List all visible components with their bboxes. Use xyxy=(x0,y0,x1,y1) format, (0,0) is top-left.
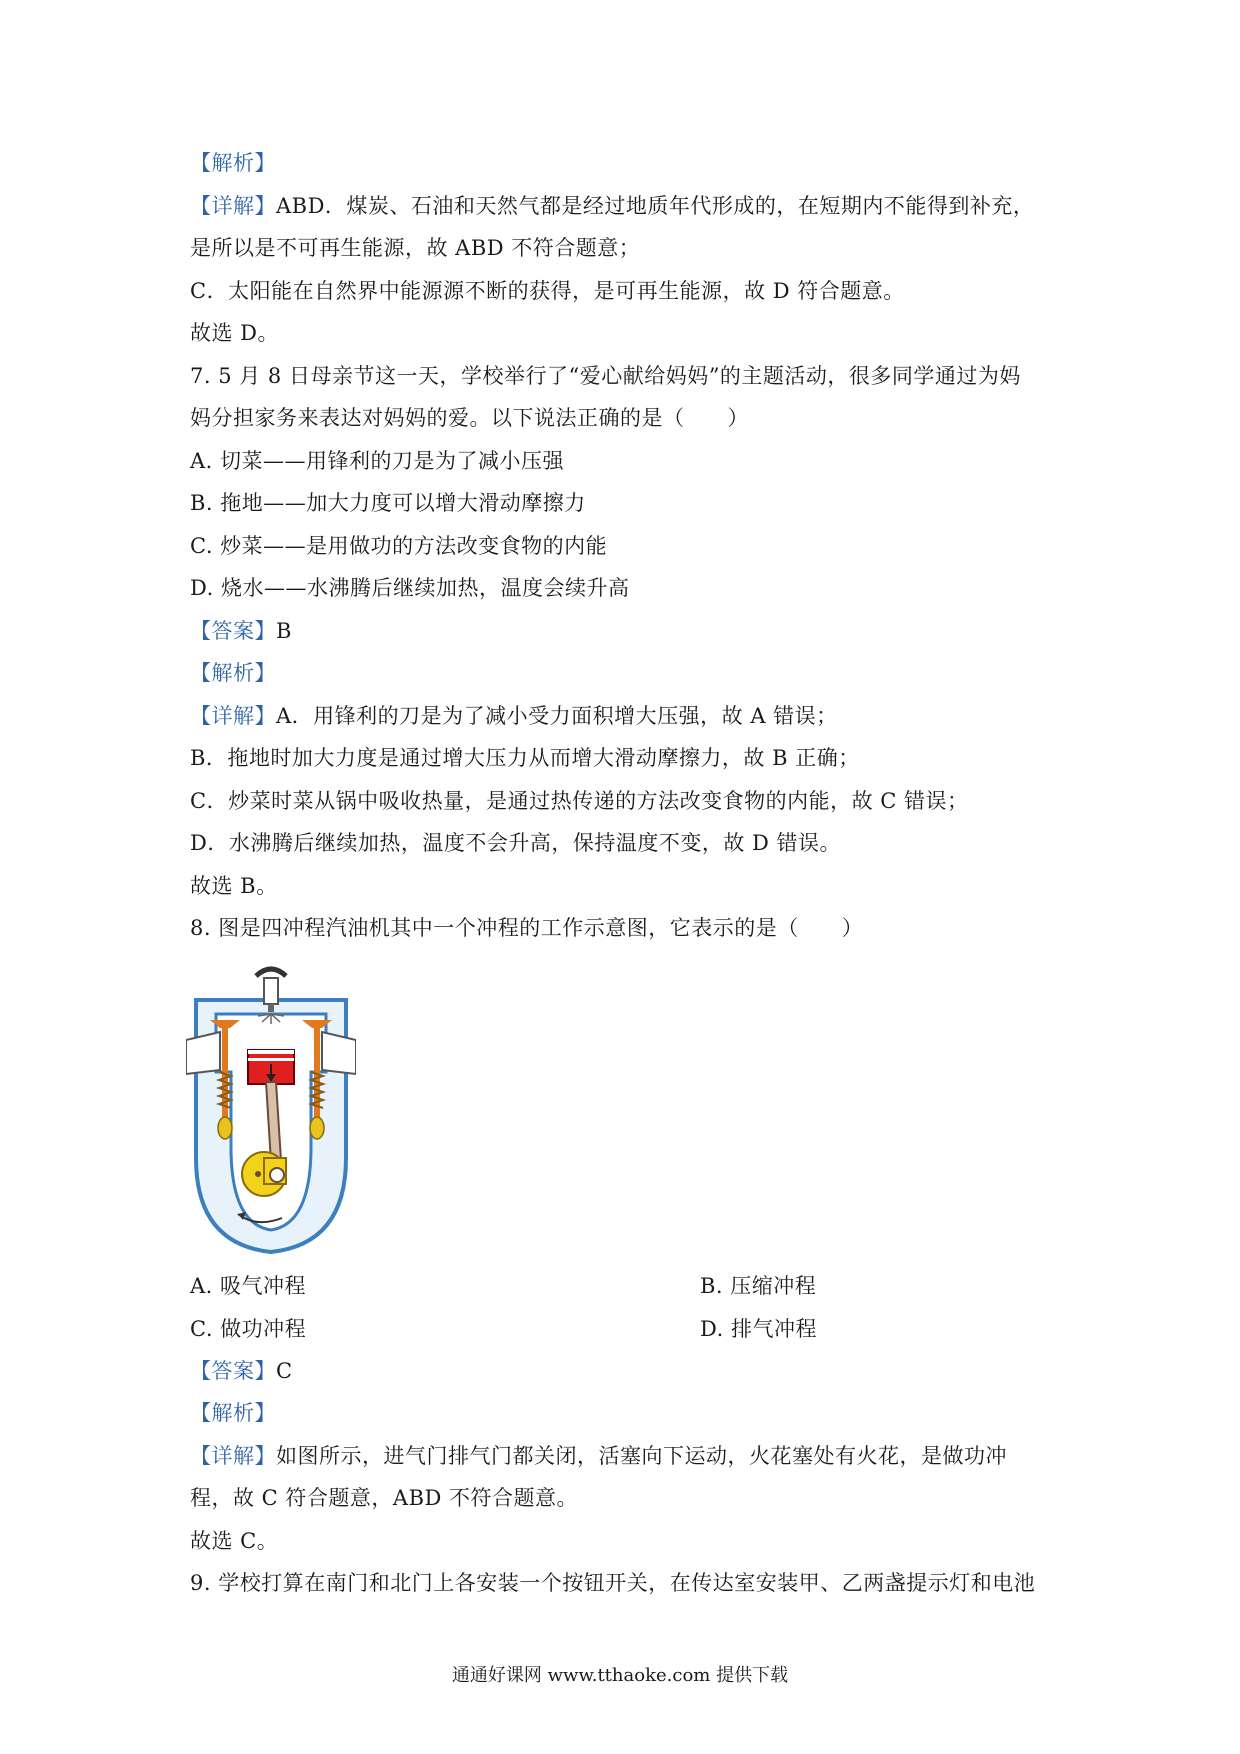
question-7-stem: 7. 5 月 8 日母亲节这一天，学校举行了“爱心献给妈妈”的主题活动，很多同学通过为妈 xyxy=(190,364,1021,388)
question-8-answer xyxy=(190,1356,293,1386)
detail-text: 是所以是不可再生能源，故 ABD 不符合题意； xyxy=(190,236,641,260)
detail-text: A．用锋利的刀是为了减小受力面积增大压强，故 A 错误； xyxy=(276,704,838,728)
detail-label: 【详解】 xyxy=(190,704,276,728)
engine-diagram xyxy=(186,962,356,1258)
question-8-option-c: C. 做功冲程 xyxy=(190,1317,307,1341)
four-stroke-engine-figure xyxy=(186,962,356,1258)
question-7-option-d: D. 烧水——水沸腾后继续加热，温度会续升高 xyxy=(190,576,630,600)
answer-value: C xyxy=(276,1359,293,1383)
question-8-option-a: A. 吸气冲程 xyxy=(190,1274,307,1298)
detail-label: 【详解】 xyxy=(190,194,276,218)
detail-paragraph xyxy=(190,701,838,731)
detail-text: B．拖地时加大力度是通过增大压力从而增大滑动摩擦力，故 B 正确； xyxy=(190,746,860,770)
detail-label: 【详解】 xyxy=(190,1444,276,1468)
question-8-stem: 8. 图是四冲程汽油机其中一个冲程的工作示意图，它表示的是（ ） xyxy=(190,916,864,940)
detail-text: 如图所示，进气门排气门都关闭，活塞向下运动，火花塞处有火花，是做功冲 xyxy=(276,1444,1007,1468)
detail-text: 程，故 C 符合题意，ABD 不符合题意。 xyxy=(190,1486,579,1510)
analysis-label: 【解析】 xyxy=(190,1401,276,1425)
conclusion-text: 故选 C。 xyxy=(190,1529,279,1553)
answer-label: 【答案】 xyxy=(190,619,276,643)
question-7-option-c: C. 炒菜——是用做功的方法改变食物的内能 xyxy=(190,534,608,558)
conclusion-text: 故选 B。 xyxy=(190,874,278,898)
question-7-stem: 妈分担家务来表达对妈妈的爱。以下说法正确的是（ ） xyxy=(190,406,749,430)
question-7-option-b: B. 拖地——加大力度可以增大滑动摩擦力 xyxy=(190,491,586,515)
analysis-label: 【解析】 xyxy=(190,151,276,175)
question-7-option-a: A. 切菜——用锋利的刀是为了减小压强 xyxy=(190,449,565,473)
conclusion-text: 故选 D。 xyxy=(190,321,280,345)
detail-paragraph xyxy=(190,1441,1007,1471)
question-8-option-d: D. 排气冲程 xyxy=(700,1317,817,1341)
detail-text: ABD．煤炭、石油和天然气都是经过地质年代形成的，在短期内不能得到补充， xyxy=(276,194,1035,218)
question-9-stem: 9. 学校打算在南门和北门上各安装一个按钮开关，在传达室安装甲、乙两盏提示灯和电池 xyxy=(190,1571,1036,1595)
analysis-label: 【解析】 xyxy=(190,661,276,685)
page-footer: 通通好课网 www.tthaoke.com 提供下载 xyxy=(451,1665,789,1686)
question-7-answer xyxy=(190,616,292,646)
detail-text: D．水沸腾后继续加热，温度不会升高，保持温度不变，故 D 错误。 xyxy=(190,831,842,855)
detail-paragraph xyxy=(190,191,1034,221)
question-8-option-b: B. 压缩冲程 xyxy=(700,1274,817,1298)
answer-value: B xyxy=(276,619,292,643)
answer-label: 【答案】 xyxy=(190,1359,276,1383)
detail-text: C．太阳能在自然界中能源源不断的获得，是可再生能源，故 D 符合题意。 xyxy=(190,279,905,303)
detail-text: C．炒菜时菜从锅中吸收热量，是通过热传递的方法改变食物的内能，故 C 错误； xyxy=(190,789,969,813)
